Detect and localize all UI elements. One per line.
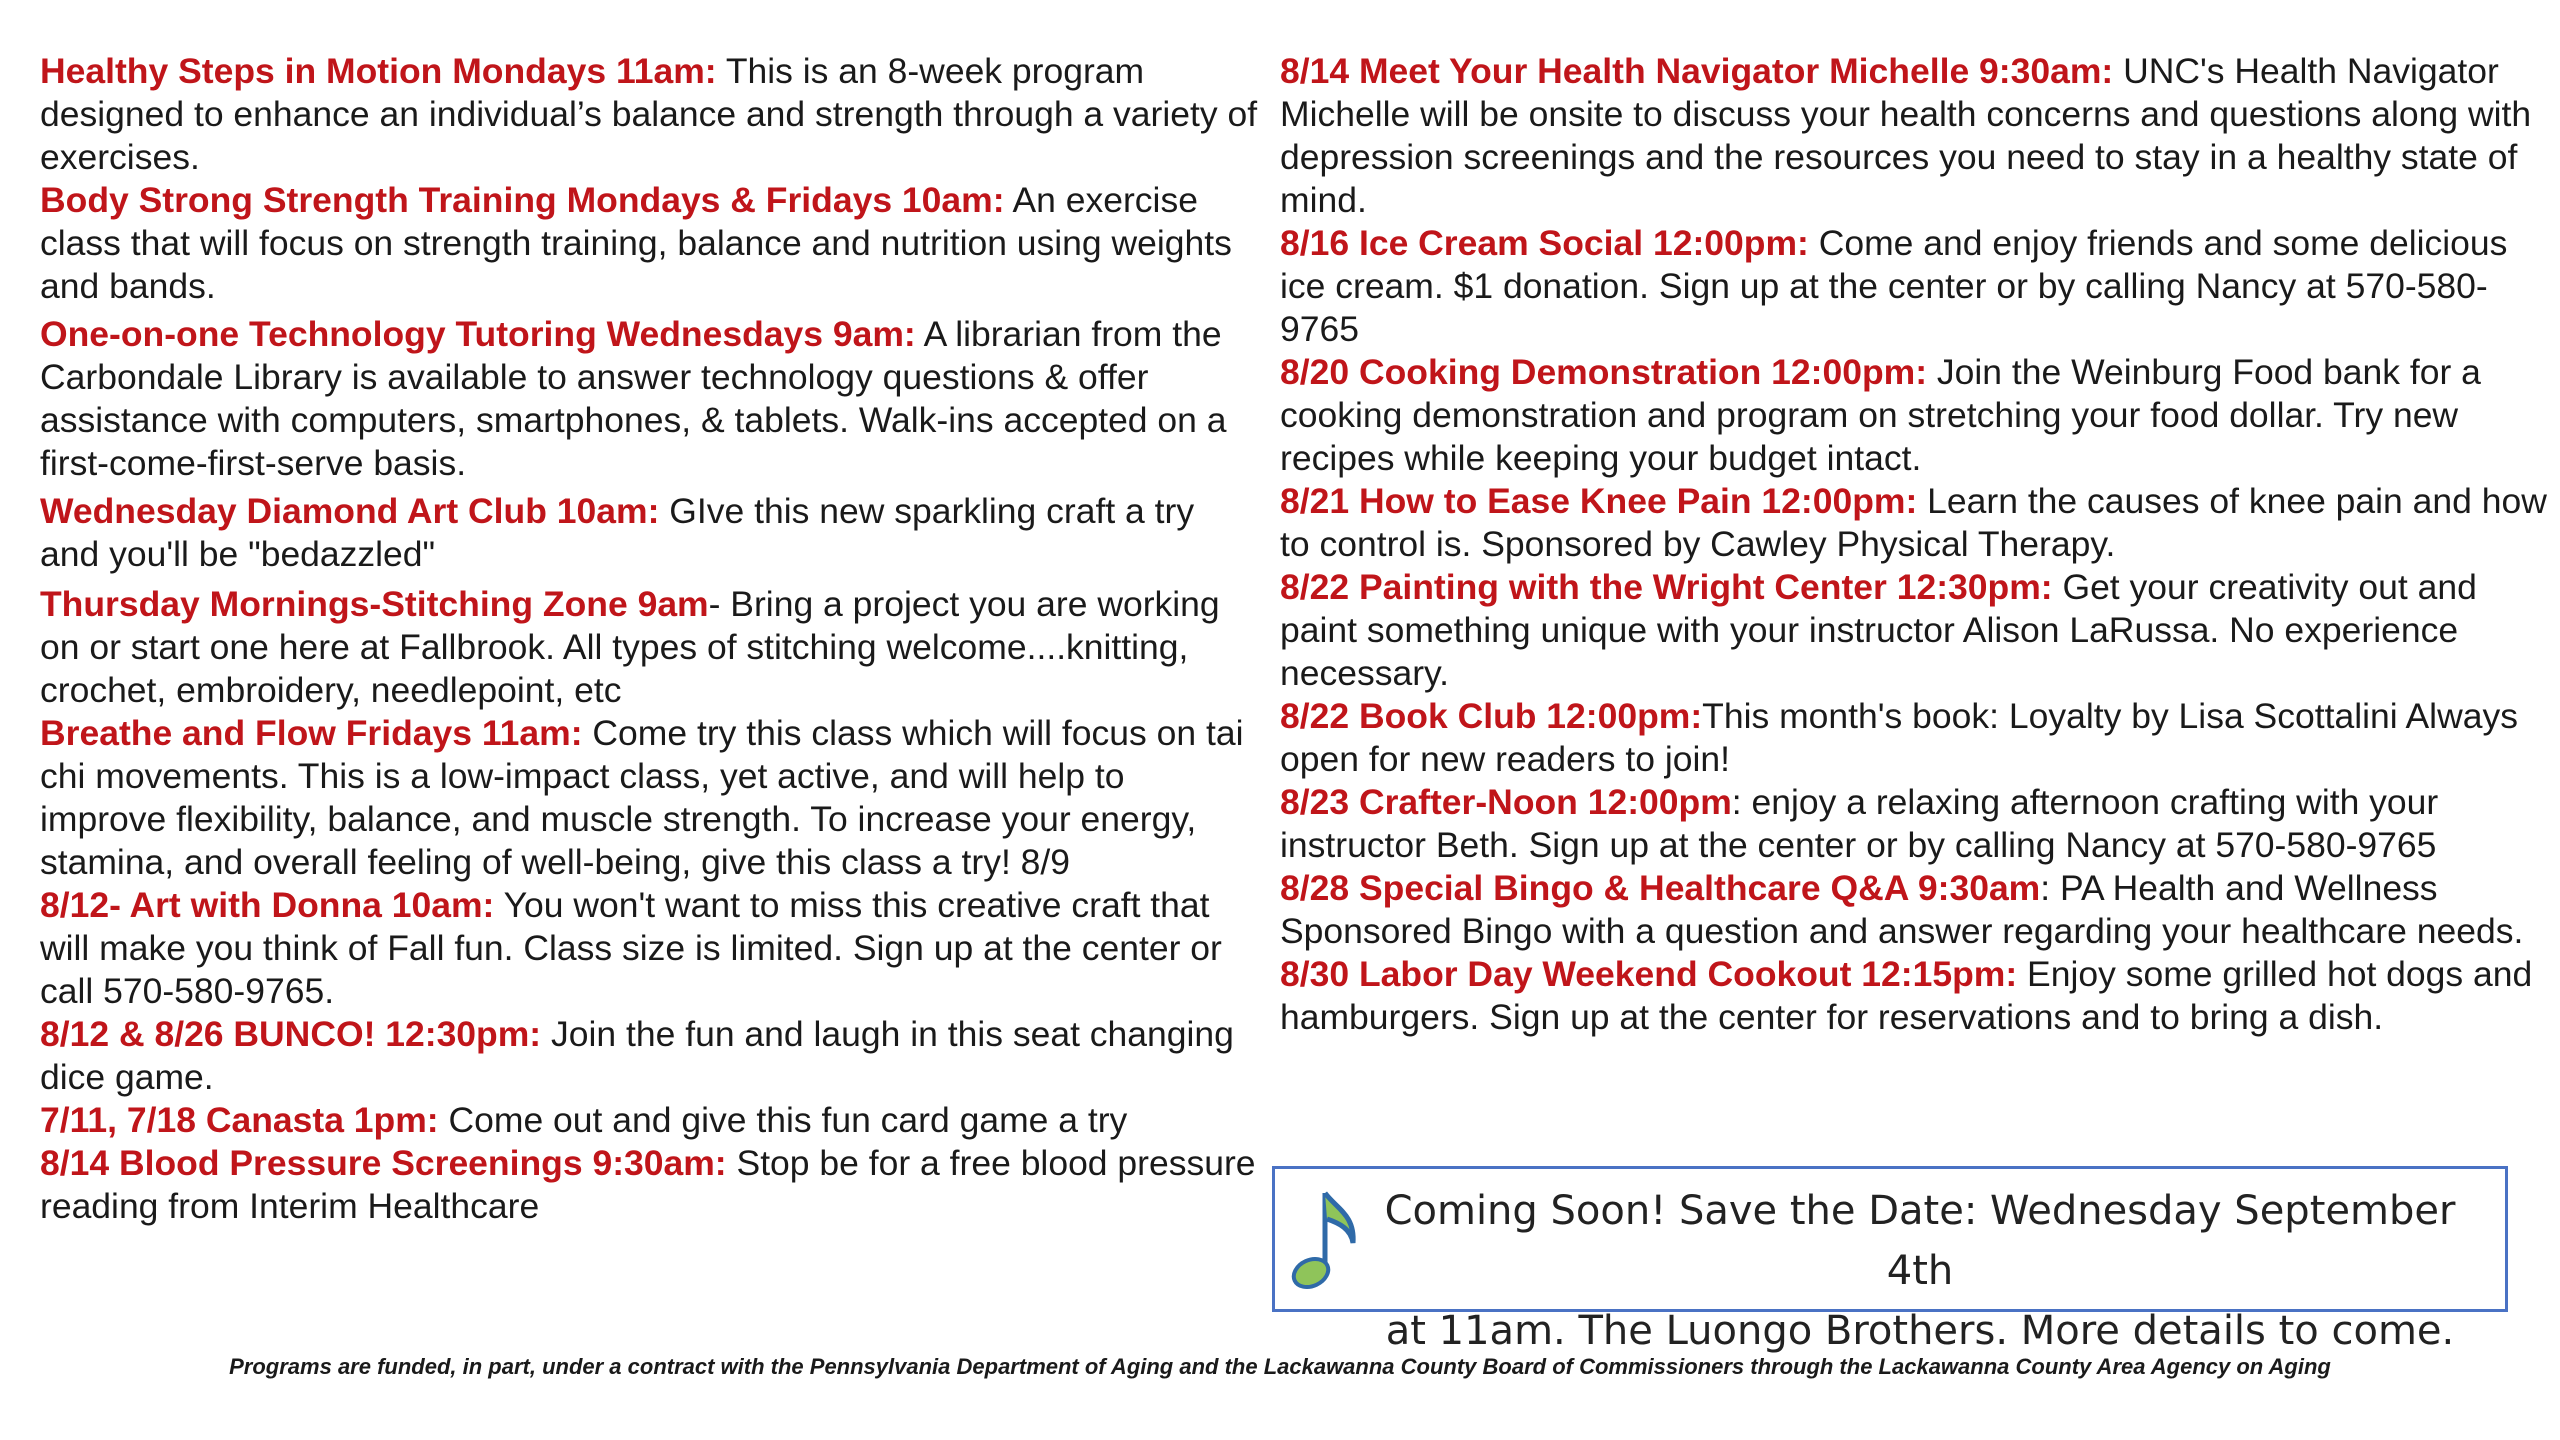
event-entry xyxy=(1280,781,2550,867)
event-entry xyxy=(1280,480,2550,566)
event-description: : PA Health and Wellness Sponsored Bingo with a question and answer regarding your healthcare needs. xyxy=(1280,868,2524,951)
program-title: Breathe and Flow Fridays 11am: xyxy=(40,713,583,753)
program-entry xyxy=(40,1142,1260,1228)
save-the-date-box xyxy=(1272,1166,2508,1354)
program-entry xyxy=(40,884,1260,1013)
right-column xyxy=(1280,50,2550,1039)
program-description: Come try this class which will focus on tai chi movements. This is a low-impact class, yet active, and will help to improve flexibility, balance, and muscle strength. To increase your energy, stamina, and overall feeling of well-being, give this class a try! 8/9 xyxy=(40,713,1244,882)
save-the-date-text xyxy=(1355,1181,2485,1361)
music-note-icon xyxy=(1289,1185,1359,1301)
program-entry xyxy=(40,583,1260,712)
event-title: 8/22 Book Club 12:00pm: xyxy=(1280,696,1703,736)
funding-footer: Programs are funded, in part, under a contract with the Pennsylvania Department of Aging and the Lackawanna County Board of Commissioners through the Lackawanna County Area Agency on Aging xyxy=(229,1354,2331,1379)
event-title: 8/22 Painting with the Wright Center 12:30pm: xyxy=(1280,567,2053,607)
program-entry xyxy=(40,179,1260,308)
program-description: GIve this new sparkling craft a try and you'll be "bedazzled" xyxy=(40,491,1195,574)
program-title: 8/12 & 8/26 BUNCO! 12:30pm: xyxy=(40,1014,542,1054)
event-description: Enjoy some grilled hot dogs and hamburgers. Sign up at the center for reservations and to bring a dish. xyxy=(1280,954,2533,1037)
program-description: You won't want to miss this creative craft that will make you think of Fall fun. Class size is limited. Sign up at the center or call 570-580-9765. xyxy=(40,885,1222,1011)
event-description: Come and enjoy friends and some delicious ice cream. $1 donation. Sign up at the center or by calling Nancy at 570-580-9765 xyxy=(1280,223,2508,349)
event-entry xyxy=(1280,867,2550,953)
notice-line-1: Coming Soon! Save the Date: Wednesday September 4th xyxy=(1384,1188,2456,1294)
program-title: Thursday Mornings-Stitching Zone 9am xyxy=(40,584,709,624)
program-title: Body Strong Strength Training Mondays & Fridays 10am: xyxy=(40,180,1005,220)
event-title: 8/14 Meet Your Health Navigator Michelle 9:30am: xyxy=(1280,51,2114,91)
program-description: A librarian from the Carbondale Library is available to answer technology questions & offer assistance with computers, smartphones, & tablets. Walk-ins accepted on a first-come-first-serve basis. xyxy=(40,314,1227,483)
program-description: Stop be for a free blood pressure reading from Interim Healthcare xyxy=(40,1143,1256,1226)
program-entry xyxy=(40,712,1260,884)
program-entry xyxy=(40,50,1260,179)
program-title: 7/11, 7/18 Canasta 1pm: xyxy=(40,1100,439,1140)
event-entry xyxy=(1280,566,2550,695)
program-title: Wednesday Diamond Art Club 10am: xyxy=(40,491,660,531)
program-entry xyxy=(40,490,1260,576)
event-description: This month's book: Loyalty by Lisa Scottalini Always open for new readers to join! xyxy=(1280,696,2518,779)
event-entry xyxy=(1280,222,2550,351)
event-title: 8/30 Labor Day Weekend Cookout 12:15pm: xyxy=(1280,954,2018,994)
event-description: UNC's Health Navigator Michelle will be onsite to discuss your health concerns and questions along with depression screenings and the resources you need to stay in a healthy state of mind. xyxy=(1280,51,2532,220)
program-entry xyxy=(40,1099,1260,1142)
notice-line-2: at 11am. The Luongo Brothers. More details to come. xyxy=(1385,1308,2455,1354)
event-entry xyxy=(1280,695,2550,781)
program-description: An exercise class that will focus on strength training, balance and nutrition using weights and bands. xyxy=(40,180,1232,306)
event-entry xyxy=(1280,351,2550,480)
event-description: Learn the causes of knee pain and how to control is. Sponsored by Cawley Physical Therapy. xyxy=(1280,481,2547,564)
program-description: This is an 8-week program designed to enhance an individual’s balance and strength through a variety of exercises. xyxy=(40,51,1258,177)
event-title: 8/20 Cooking Demonstration 12:00pm: xyxy=(1280,352,1928,392)
program-description: - Bring a project you are working on or start one here at Fallbrook. All types of stitching welcome....knitting, crochet, embroidery, needlepoint, etc xyxy=(40,584,1220,710)
event-description: Get your creativity out and paint something unique with your instructor Alison LaRussa. No experience necessary. xyxy=(1280,567,2477,693)
event-title: 8/21 How to Ease Knee Pain 12:00pm: xyxy=(1280,481,1918,521)
event-title: 8/28 Special Bingo & Healthcare Q&A 9:30am xyxy=(1280,868,2041,908)
event-title: 8/23 Crafter-Noon 12:00pm xyxy=(1280,782,1732,822)
program-title: One-on-one Technology Tutoring Wednesdays 9am: xyxy=(40,314,916,354)
program-entry xyxy=(40,313,1260,485)
event-description: : enjoy a relaxing afternoon crafting with your instructor Beth. Sign up at the center or by calling Nancy at 570-580-9765 xyxy=(1280,782,2439,865)
event-title: 8/16 Ice Cream Social 12:00pm: xyxy=(1280,223,1809,263)
program-description: Come out and give this fun card game a try xyxy=(448,1100,1128,1140)
event-entry xyxy=(1280,50,2550,222)
program-title: 8/12- Art with Donna 10am: xyxy=(40,885,495,925)
event-entry xyxy=(1280,953,2550,1039)
event-description: Join the Weinburg Food bank for a cooking demonstration and program on stretching your food dollar. Try new recipes while keeping your budget intact. xyxy=(1280,352,2481,478)
program-title: Healthy Steps in Motion Mondays 11am: xyxy=(40,51,717,91)
program-title: 8/14 Blood Pressure Screenings 9:30am: xyxy=(40,1143,727,1183)
program-description: Join the fun and laugh in this seat changing dice game. xyxy=(40,1014,1234,1097)
left-column xyxy=(40,50,1260,1228)
program-entry xyxy=(40,1013,1260,1099)
